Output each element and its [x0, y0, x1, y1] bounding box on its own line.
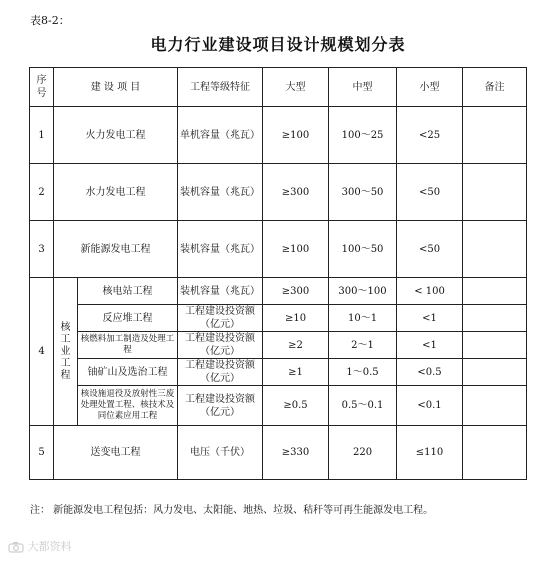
large-value: ≥300	[263, 164, 329, 221]
medium-value: 220	[329, 426, 397, 480]
header-large: 大型	[263, 68, 329, 107]
small-value: <1	[397, 332, 463, 359]
project-name: 核电站工程	[78, 278, 178, 305]
table-row	[30, 221, 527, 278]
small-value: <50	[397, 221, 463, 278]
medium-value: 10～1	[329, 305, 397, 332]
project-name: 核设施退役及放射性三废处理处置工程、核技术及同位素应用工程	[78, 386, 178, 426]
medium-value: 100～25	[329, 107, 397, 164]
large-value: ≥100	[263, 221, 329, 278]
remark	[463, 386, 527, 426]
small-value: < 100	[397, 278, 463, 305]
remark	[463, 332, 527, 359]
small-value: <25	[397, 107, 463, 164]
remark	[463, 305, 527, 332]
grade-feature: 装机容量（兆瓦）	[178, 164, 263, 221]
row-no: 1	[30, 107, 54, 164]
table-row	[30, 305, 527, 332]
large-value: ≥10	[263, 305, 329, 332]
category-char: 工	[60, 357, 71, 369]
footnote: 注： 新能源发电工程包括：风力发电、太阳能、地热、垃圾、秸秆等可再生能源发电工程。	[30, 505, 434, 516]
table-number: 表8-2：	[30, 14, 70, 27]
header-feature: 工程等级特征	[178, 68, 263, 107]
large-value: ≥2	[263, 332, 329, 359]
header-remark: 备注	[463, 68, 527, 107]
grade-feature: 装机容量（兆瓦）	[178, 278, 263, 305]
small-value: ≤110	[397, 426, 463, 480]
scale-table	[29, 67, 527, 480]
row-no: 2	[30, 164, 54, 221]
header-medium: 中型	[329, 68, 397, 107]
project-name: 送变电工程	[54, 426, 178, 480]
project-name: 水力发电工程	[54, 164, 178, 221]
category-char: 工	[60, 333, 71, 345]
project-name: 核燃料加工制造及处理工程	[78, 332, 178, 359]
grade-feature: 工程建设投资额（亿元）	[178, 386, 263, 426]
category-char: 核	[60, 321, 71, 333]
large-value: ≥100	[263, 107, 329, 164]
medium-value: 100～50	[329, 221, 397, 278]
small-value: <50	[397, 164, 463, 221]
medium-value: 300～50	[329, 164, 397, 221]
grade-feature: 工程建设投资额（亿元）	[178, 332, 263, 359]
remark	[463, 359, 527, 386]
table-row	[30, 332, 527, 359]
medium-value: 0.5～0.1	[329, 386, 397, 426]
table-row	[30, 426, 527, 480]
row-no: 4	[30, 278, 54, 426]
watermark-text: 大都资料	[27, 540, 72, 553]
table-row	[30, 386, 527, 426]
grade-feature: 工程建设投资额（亿元）	[178, 359, 263, 386]
table-row	[30, 164, 527, 221]
header-small: 小型	[397, 68, 463, 107]
table-row	[30, 107, 527, 164]
page-title: 电力行业建设项目设计规模划分表	[150, 35, 406, 54]
project-name: 反应堆工程	[78, 305, 178, 332]
large-value: ≥300	[263, 278, 329, 305]
remark	[463, 278, 527, 305]
small-value: <1	[397, 305, 463, 332]
grade-feature: 装机容量（兆瓦）	[178, 221, 263, 278]
header-project: 建 设 项 目	[54, 68, 178, 107]
watermark	[8, 538, 72, 554]
remark	[463, 107, 527, 164]
small-value: <0.5	[397, 359, 463, 386]
grade-feature: 单机容量（兆瓦）	[178, 107, 263, 164]
remark	[463, 164, 527, 221]
medium-value: 1～0.5	[329, 359, 397, 386]
large-value: ≥1	[263, 359, 329, 386]
table-header-row	[30, 68, 527, 107]
category-char: 业	[60, 345, 71, 357]
project-name: 新能源发电工程	[54, 221, 178, 278]
medium-value: 2～1	[329, 332, 397, 359]
row-no: 3	[30, 221, 54, 278]
row-no: 5	[30, 426, 54, 480]
small-value: <0.1	[397, 386, 463, 426]
grade-feature: 工程建设投资额（亿元）	[178, 305, 263, 332]
table-row	[30, 359, 527, 386]
project-name: 火力发电工程	[54, 107, 178, 164]
table-row	[30, 278, 527, 305]
category-char: 程	[60, 369, 71, 381]
large-value: ≥330	[263, 426, 329, 480]
remark	[463, 426, 527, 480]
watermark-camera-icon	[8, 541, 24, 553]
category-nuclear	[54, 278, 78, 426]
large-value: ≥0.5	[263, 386, 329, 426]
remark	[463, 221, 527, 278]
project-name: 铀矿山及选治工程	[78, 359, 178, 386]
header-no: 序号	[30, 68, 54, 107]
medium-value: 300～100	[329, 278, 397, 305]
grade-feature: 电压（千伏）	[178, 426, 263, 480]
